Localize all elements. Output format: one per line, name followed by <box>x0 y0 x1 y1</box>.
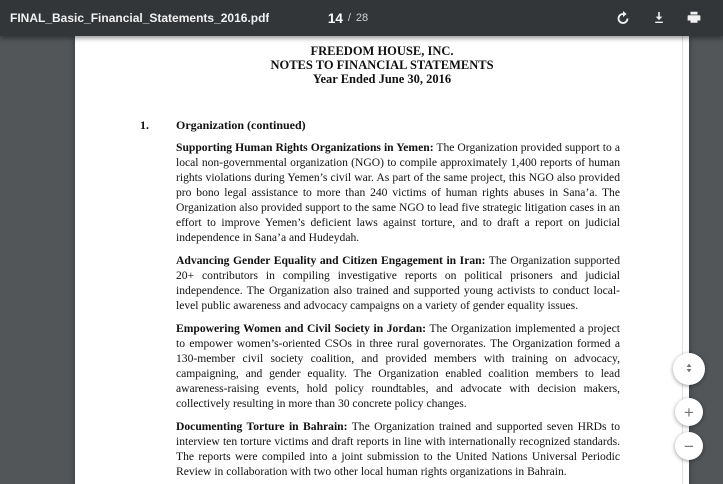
document-content <box>75 44 689 479</box>
page-separator: / <box>347 12 351 24</box>
header-title: NOTES TO FINANCIAL STATEMENTS <box>270 58 494 72</box>
fit-to-page-button[interactable] <box>673 353 705 385</box>
zoom-in-button[interactable] <box>675 398 703 426</box>
section-title: Organization (continued) <box>176 118 306 132</box>
paragraph-yemen-lead: Supporting Human Rights Organizations in Yemen: <box>176 141 434 154</box>
rotate-button[interactable] <box>606 0 640 36</box>
paragraph-iran-lead: Advancing Gender Equality and Citizen Engagement in Iran: <box>176 254 486 267</box>
paragraph-yemen-body: The Organization provided support to a local non-governmental organization (NGO) to compile approximately 1,400 reports of human rights violations during Yemen’s civil war. As part of the same project, this NGO also provided pro bono legal assistance to more than 240 victims of human rights abuses in Sana’a. The Organization also provided support to the same NGO to lead five strategic litigation cases in an effort to improve Yemen’s deficient laws against torture, and to draft a report on judicial independence in Sana’a and Hudeydah. <box>176 141 620 244</box>
section-heading <box>75 119 689 132</box>
header-period: Year Ended June 30, 2016 <box>312 72 452 86</box>
header-company: FREEDOM HOUSE, INC. <box>310 44 454 58</box>
print-button[interactable] <box>677 0 711 36</box>
toolbar-actions <box>606 0 723 36</box>
zoom-in-icon: + <box>684 402 694 422</box>
pdf-page <box>75 36 689 484</box>
pdf-toolbar <box>0 0 723 36</box>
paragraph-jordan-lead: Empowering Women and Civil Society in Jordan: <box>176 322 427 335</box>
paragraph-iran <box>176 253 620 313</box>
paragraph-bahrain <box>176 419 620 479</box>
paragraph-yemen <box>176 140 620 245</box>
rotate-icon <box>615 10 631 26</box>
paragraph-iran-body: The Organization supported 20+ contributors in compiling investigative reports on political prisoners and judicial independence. The Organization also trained and supported young activists to conduct local-level public awareness and advocacy campaigns on a variety of gender equality issues. <box>176 254 620 312</box>
download-button[interactable] <box>642 0 676 36</box>
zoom-out-button[interactable] <box>675 432 703 460</box>
page-indicator <box>328 0 368 36</box>
paragraph-jordan-body: The Organization implemented a project to empower women’s-oriented CSOs in three rural governorates. The Organization formed a 130-member civil society coalition, and provided members with training on advocacy, campaigning, and gender equality. The Organization enabled coalition members to lead awareness-raising events, hold policy roundtables, and advocate with decision makers, collectively resulting in more than 30 concrete policy changes. <box>176 322 620 410</box>
download-icon <box>651 10 667 26</box>
zoom-out-icon: − <box>684 436 694 456</box>
page-number-input[interactable]: 14 <box>327 10 343 26</box>
paragraph-bahrain-lead: Documenting Torture in Bahrain: <box>176 420 348 433</box>
fit-to-page-icon <box>682 361 696 378</box>
paragraph-jordan <box>176 321 620 411</box>
paragraph-bahrain-body: The Organization trained and supported seven HRDs to interview ten torture victims and draft reports in line with internationally recognized standards. The reports were compiled into a joint submission to the United Nations Universal Periodic Review in collaboration with two other local human rights organizations in Bahrain. <box>176 420 620 478</box>
page-total: 28 <box>355 12 369 24</box>
print-icon <box>686 10 702 26</box>
section-number: 1. <box>140 118 149 132</box>
document-filename: FINAL_Basic_Financial_Statements_2016.pdf <box>10 11 270 25</box>
document-header <box>75 44 689 86</box>
